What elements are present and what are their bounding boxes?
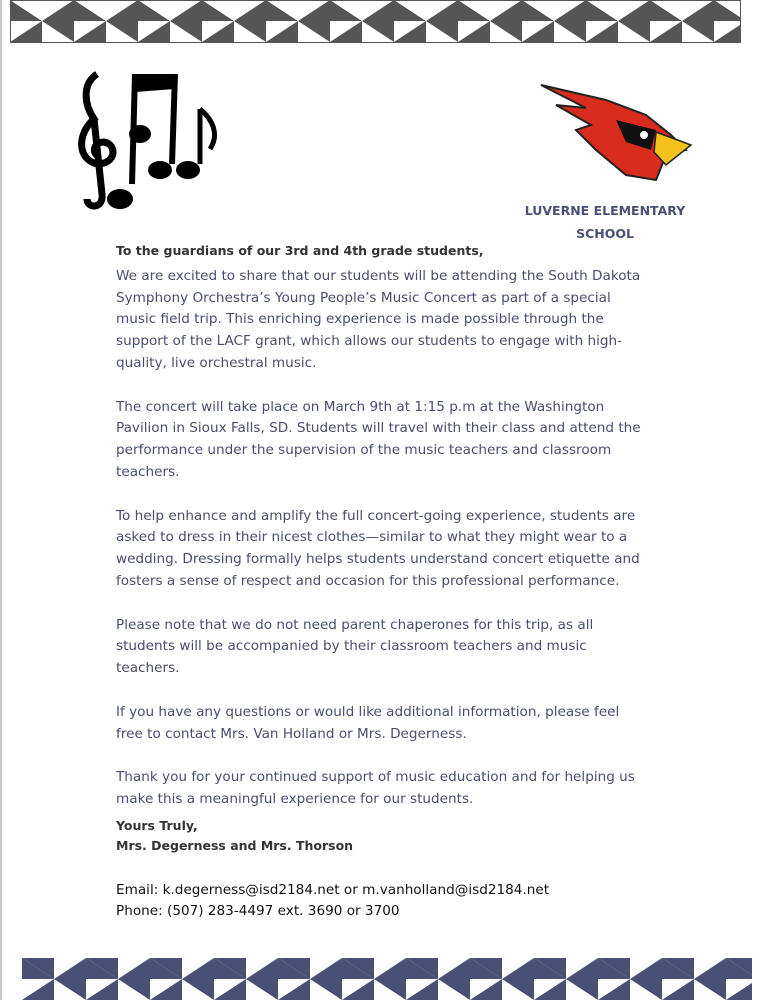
signers: Mrs. Degerness and Mrs. Thorson: [116, 837, 354, 853]
greeting: To the guardians of our 3rd and 4th grade students,: [116, 243, 484, 258]
school-name: [520, 199, 690, 245]
cardinal-mascot-logo: [536, 80, 696, 190]
contact-info: [116, 880, 646, 922]
top-triangle-border: [10, 0, 741, 43]
email-line: Email: k.degerness@isd2184.net or m.vanholland@isd2184.net: [116, 881, 550, 898]
paragraph: The concert will take place on March 9th at 1:15 p.m at the Washington Pavilion in Sioux Falls, SD. Students will travel with their class and attend the performance under the supervision of the music teachers and classroom teachers.: [116, 398, 641, 480]
page-edge: [0, 0, 2, 1000]
letter-body: [116, 240, 646, 922]
school-name-line-2: SCHOOL: [576, 226, 634, 241]
paragraph: We are excited to share that our students will be attending the South Dakota Symphony Orchestra’s Young People’s Music Concert as part of a special music field trip. This enriching experience is made possible through the support of the LACF grant, which allows our students to engage with high-quality, live orchestral music.: [116, 267, 641, 371]
bottom-triangle-border: [22, 958, 752, 1000]
signature-block: [116, 816, 646, 856]
paragraph: Please note that we do not need parent chaperones for this trip, as all students will be accompanied by their classroom teachers and music teachers.: [116, 616, 594, 677]
school-name-line-1: LUVERNE ELEMENTARY: [524, 203, 686, 218]
music-notes-icon: [72, 64, 222, 219]
closing: Yours Truly,: [116, 817, 198, 833]
paragraph: If you have any questions or would like additional information, please feel free to contact Mrs. Van Holland or Mrs. Degerness.: [116, 703, 620, 742]
phone-line: Phone: (507) 283-4497 ext. 3690 or 3700: [116, 902, 400, 919]
paragraph: To help enhance and amplify the full concert-going experience, students are asked to dress in their nicest clothes—similar to what they might wear to a wedding. Dressing formally helps students understand concert etiquette and fosters a sense of respect and occasion for this professional performance.: [116, 507, 640, 589]
paragraph: Thank you for your continued support of music education and for helping us make this a meaningful experience for our students.: [116, 769, 635, 807]
